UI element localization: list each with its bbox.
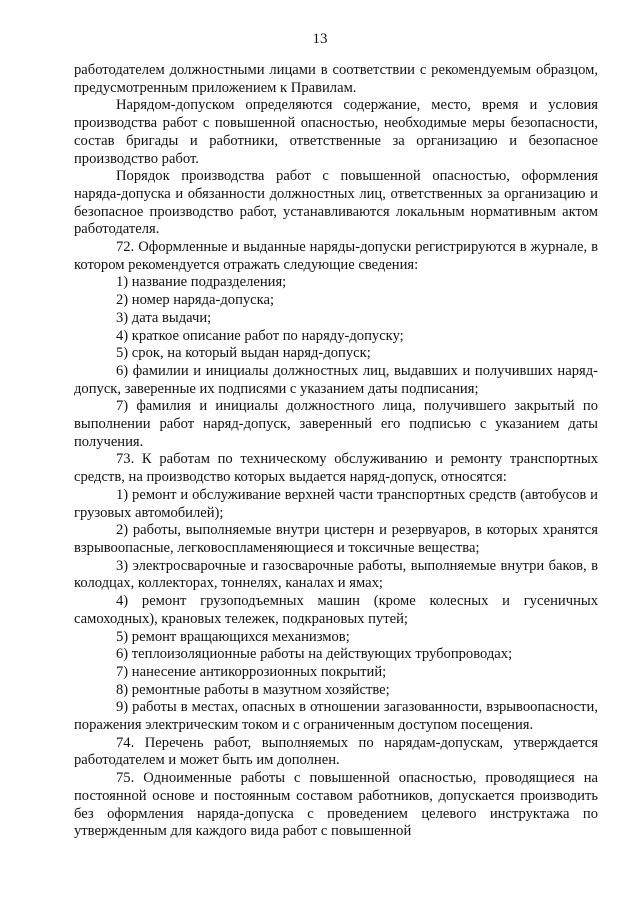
paragraph-procedure: Порядок производства работ с повышенной опасностью, оформления наряда-допуска и обязанности должностных лиц, ответственных за организацию и безопасное производство работ, устанавливаются локальным нормативным актом работодателя. (74, 168, 598, 238)
list-item: 5) срок, на который выдан наряд-допуск; (116, 345, 371, 362)
list-item: 7) нанесение антикоррозионных покрытий; (116, 663, 387, 680)
paragraph-continuation: работодателем должностными лицами в соответствии с рекомендуемым образцом, предусмотренным приложением к Правилам. (74, 62, 598, 96)
list-item: 5) ремонт вращающихся механизмов; (116, 628, 350, 645)
list-item: 6) теплоизоляционные работы на действующих трубопроводах; (116, 646, 513, 663)
document-body (74, 62, 598, 841)
list-item: 1) название подразделения; (116, 274, 287, 291)
list-item: 4) краткое описание работ по наряду-допуску; (116, 327, 404, 344)
list-item: 3) электросварочные и газосварочные работы, выполняемые внутри баков, в колодцах, коллекторах, тоннелях, каналах и ямах; (74, 557, 598, 592)
list-item: 3) дата выдачи; (116, 309, 212, 326)
list-item: 6) фамилии и инициалы должностных лиц, выдавших и получивших наряд-допуск, заверенные их подписями с указанием даты подписания; (74, 362, 598, 397)
clause-74: 74. Перечень работ, выполняемых по нарядам-допускам, утверждается работодателем и может быть им дополнен. (74, 734, 598, 769)
list-item: 1) ремонт и обслуживание верхней части транспортных средств (автобусов и грузовых автомобилей); (74, 486, 598, 521)
list-item: 4) ремонт грузоподъемных машин (кроме колесных и гусеничных самоходных), крановых тележек, подкрановых путей; (74, 593, 598, 627)
paragraph-work-permit-definition: Нарядом-допуском определяются содержание, место, время и условия производства работ с повышенной опасностью, необходимые меры безопасности, состав бригады и работники, ответственные за организацию и безопасное производство работ. (74, 97, 598, 167)
list-item: 7) фамилия и инициалы должностного лица, получившего закрытый по выполнении работ наряд-допуск, заверенный его подписью с указанием даты получения. (74, 398, 598, 450)
clause-75: 75. Одноименные работы с повышенной опасностью, проводящиеся на постоянной основе и постоянным составом работников, допускается производить без оформления наряда-допуска с проведением целевого инструктажа по утвержденным для каждого вида работ с повышенной (74, 770, 598, 840)
clause-73: 73. К работам по техническому обслуживанию и ремонту транспортных средств, на производство которых выдается наряд-допуск, относятся: (74, 451, 598, 486)
list-item: 2) работы, выполняемые внутри цистерн и резервуаров, в которых хранятся взрывоопасные, легковоспламеняющиеся и токсичные вещества; (74, 522, 598, 556)
page-number: 13 (312, 31, 328, 47)
list-item: 2) номер наряда-допуска; (116, 292, 275, 309)
list-item: 8) ремонтные работы в мазутном хозяйстве; (116, 681, 390, 698)
list-item: 9) работы в местах, опасных в отношении загазованности, взрывоопасности, поражения электрическим током и с ограниченным доступом посещения. (74, 699, 598, 734)
clause-72: 72. Оформленные и выданные наряды-допуски регистрируются в журнале, в котором рекомендуется отражать следующие сведения: (74, 239, 598, 273)
